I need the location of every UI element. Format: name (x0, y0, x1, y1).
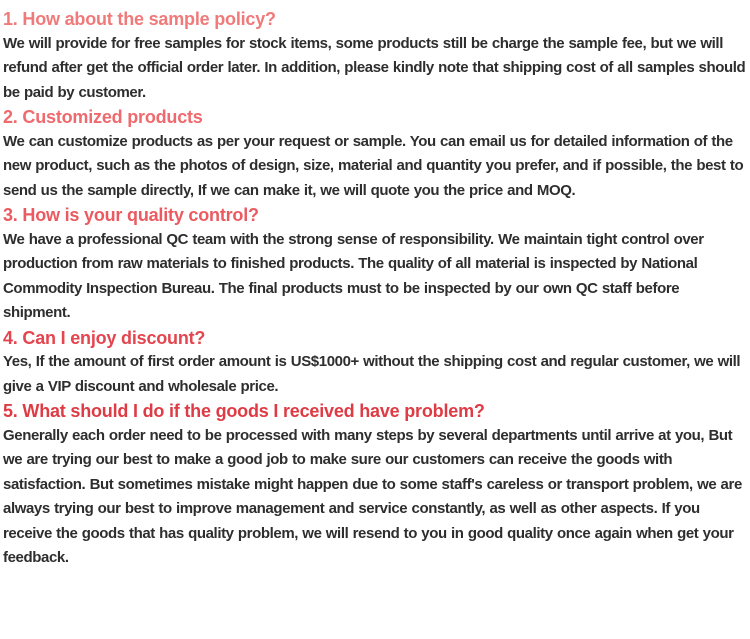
faq-answer-2: We can customize products as per your request or sample. You can email us for detailed information of the new product, such as the photos of design, size, material and quantity you prefer, and if possible, the best to send us the sample directly, If we can make it, we will quote you the price and MOQ. (3, 132, 744, 199)
faq-item (3, 7, 746, 105)
faq-answer-1: We will provide for free samples for stock items, some products still be charge the sample fee, but we will refund after get the official order later. In addition, please kindly note that shipping cost of all samples should be paid by customer. (3, 34, 746, 101)
faq-answer-5: Generally each order need to be processed with many steps by several departments until arrive at you, But we are trying our best to make a good job to make sure our customers can receive the goods with satisfaction. But sometimes mistake might happen due to some staff's careless or transport problem, we are always trying our best to improve management and service constantly, as well as other aspects. If you receive the goods that has quality problem, we will resend to you in good quality once again when get your feedback. (3, 426, 742, 566)
faq-answer-4: Yes, If the amount of first order amount is US$1000+ without the shipping cost and regular customer, we will give a VIP discount and wholesale price. (3, 353, 741, 395)
faq-answer-3: We have a professional QC team with the strong sense of responsibility. We maintain tight control over production from raw materials to finished products. The quality of all material is inspected by National Commodity Inspection Bureau. The final products must to be inspected by our own QC staff before shipment. (3, 230, 704, 321)
faq-question-5: 5. What should I do if the goods I received have problem? (3, 401, 485, 421)
faq-question-4: 4. Can I enjoy discount? (3, 327, 206, 348)
faq-item (3, 399, 746, 571)
faq-item (3, 326, 746, 400)
faq-item (3, 203, 746, 326)
faq-question-2: 2. Customized products (3, 107, 203, 127)
faq-question-3: 3. How is your quality control? (3, 205, 259, 225)
faq-question-1: 1. How about the sample policy? (3, 9, 276, 29)
faq-item (3, 105, 746, 203)
